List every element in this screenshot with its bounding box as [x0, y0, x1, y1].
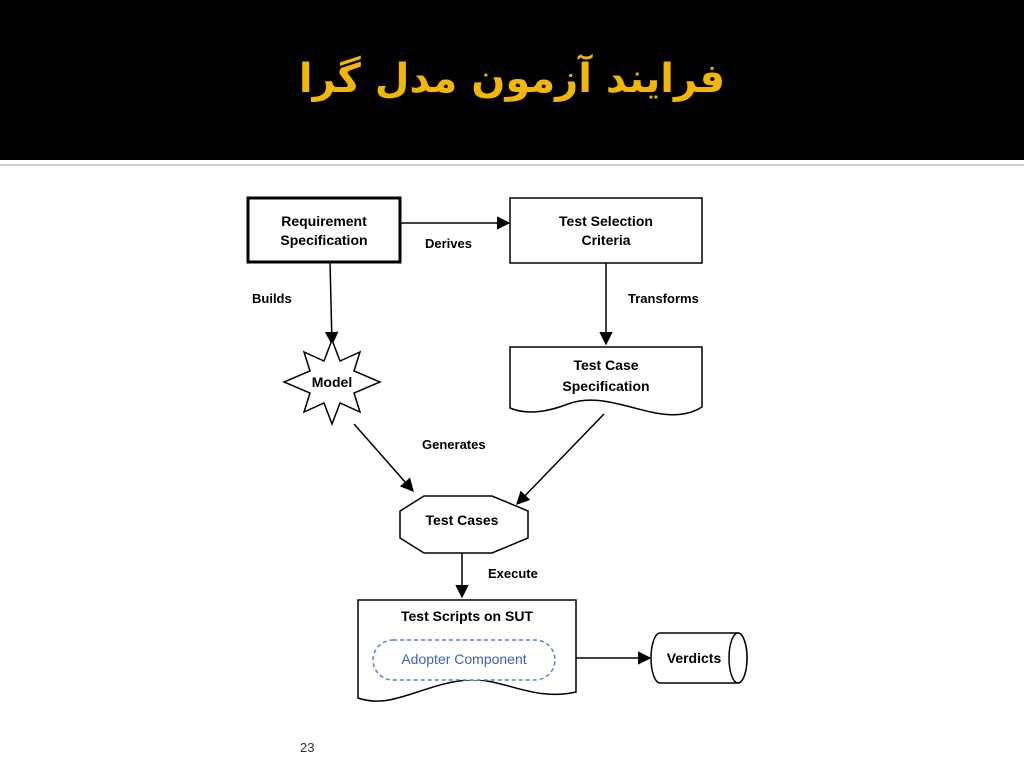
- test-case-spec-node: [510, 347, 702, 415]
- test-cases-node: [400, 496, 528, 553]
- test-case-spec-line1: Test Case: [573, 357, 639, 373]
- generates-label: Generates: [422, 437, 486, 452]
- requirement-spec-line2: Specification: [280, 232, 368, 248]
- requirement-spec-node: [248, 198, 400, 262]
- verdicts-cylinder-end: [729, 633, 747, 683]
- slide-title: فرایند آزمون مدل گرا: [298, 56, 726, 102]
- builds-arrow: [330, 262, 332, 344]
- test-cases-label: Test Cases: [425, 512, 499, 528]
- divider-line: [0, 164, 1024, 166]
- title-bar: [0, 0, 1024, 160]
- test-scripts-node: [358, 600, 576, 701]
- model-node: [284, 340, 380, 424]
- derives-label: Derives: [425, 236, 472, 251]
- model-label: Model: [311, 374, 353, 390]
- transforms-label: Transforms: [628, 291, 699, 306]
- requirement-spec-box: [248, 198, 400, 262]
- execute-label: Execute: [488, 566, 538, 581]
- generates-arrow-from-model: [354, 424, 413, 491]
- test-scripts-label: Test Scripts on SUT: [401, 608, 533, 624]
- test-case-spec-line2: Specification: [562, 378, 650, 394]
- adapter-component-label: Adopter Component: [401, 651, 527, 667]
- generates-arrow-from-spec: [517, 414, 604, 504]
- page-number: 23: [300, 740, 315, 755]
- diagram-frame: [232, 182, 780, 734]
- test-selection-box: [510, 198, 702, 263]
- requirement-spec-line1: Requirement: [281, 213, 367, 229]
- builds-label: Builds: [252, 291, 292, 306]
- test-selection-node: [510, 198, 702, 263]
- verdicts-label: Verdicts: [666, 650, 722, 666]
- test-selection-line2: Criteria: [581, 232, 631, 248]
- verdicts-node: [651, 633, 747, 683]
- mbt-process-diagram: [232, 182, 780, 734]
- test-selection-line1: Test Selection: [559, 213, 653, 229]
